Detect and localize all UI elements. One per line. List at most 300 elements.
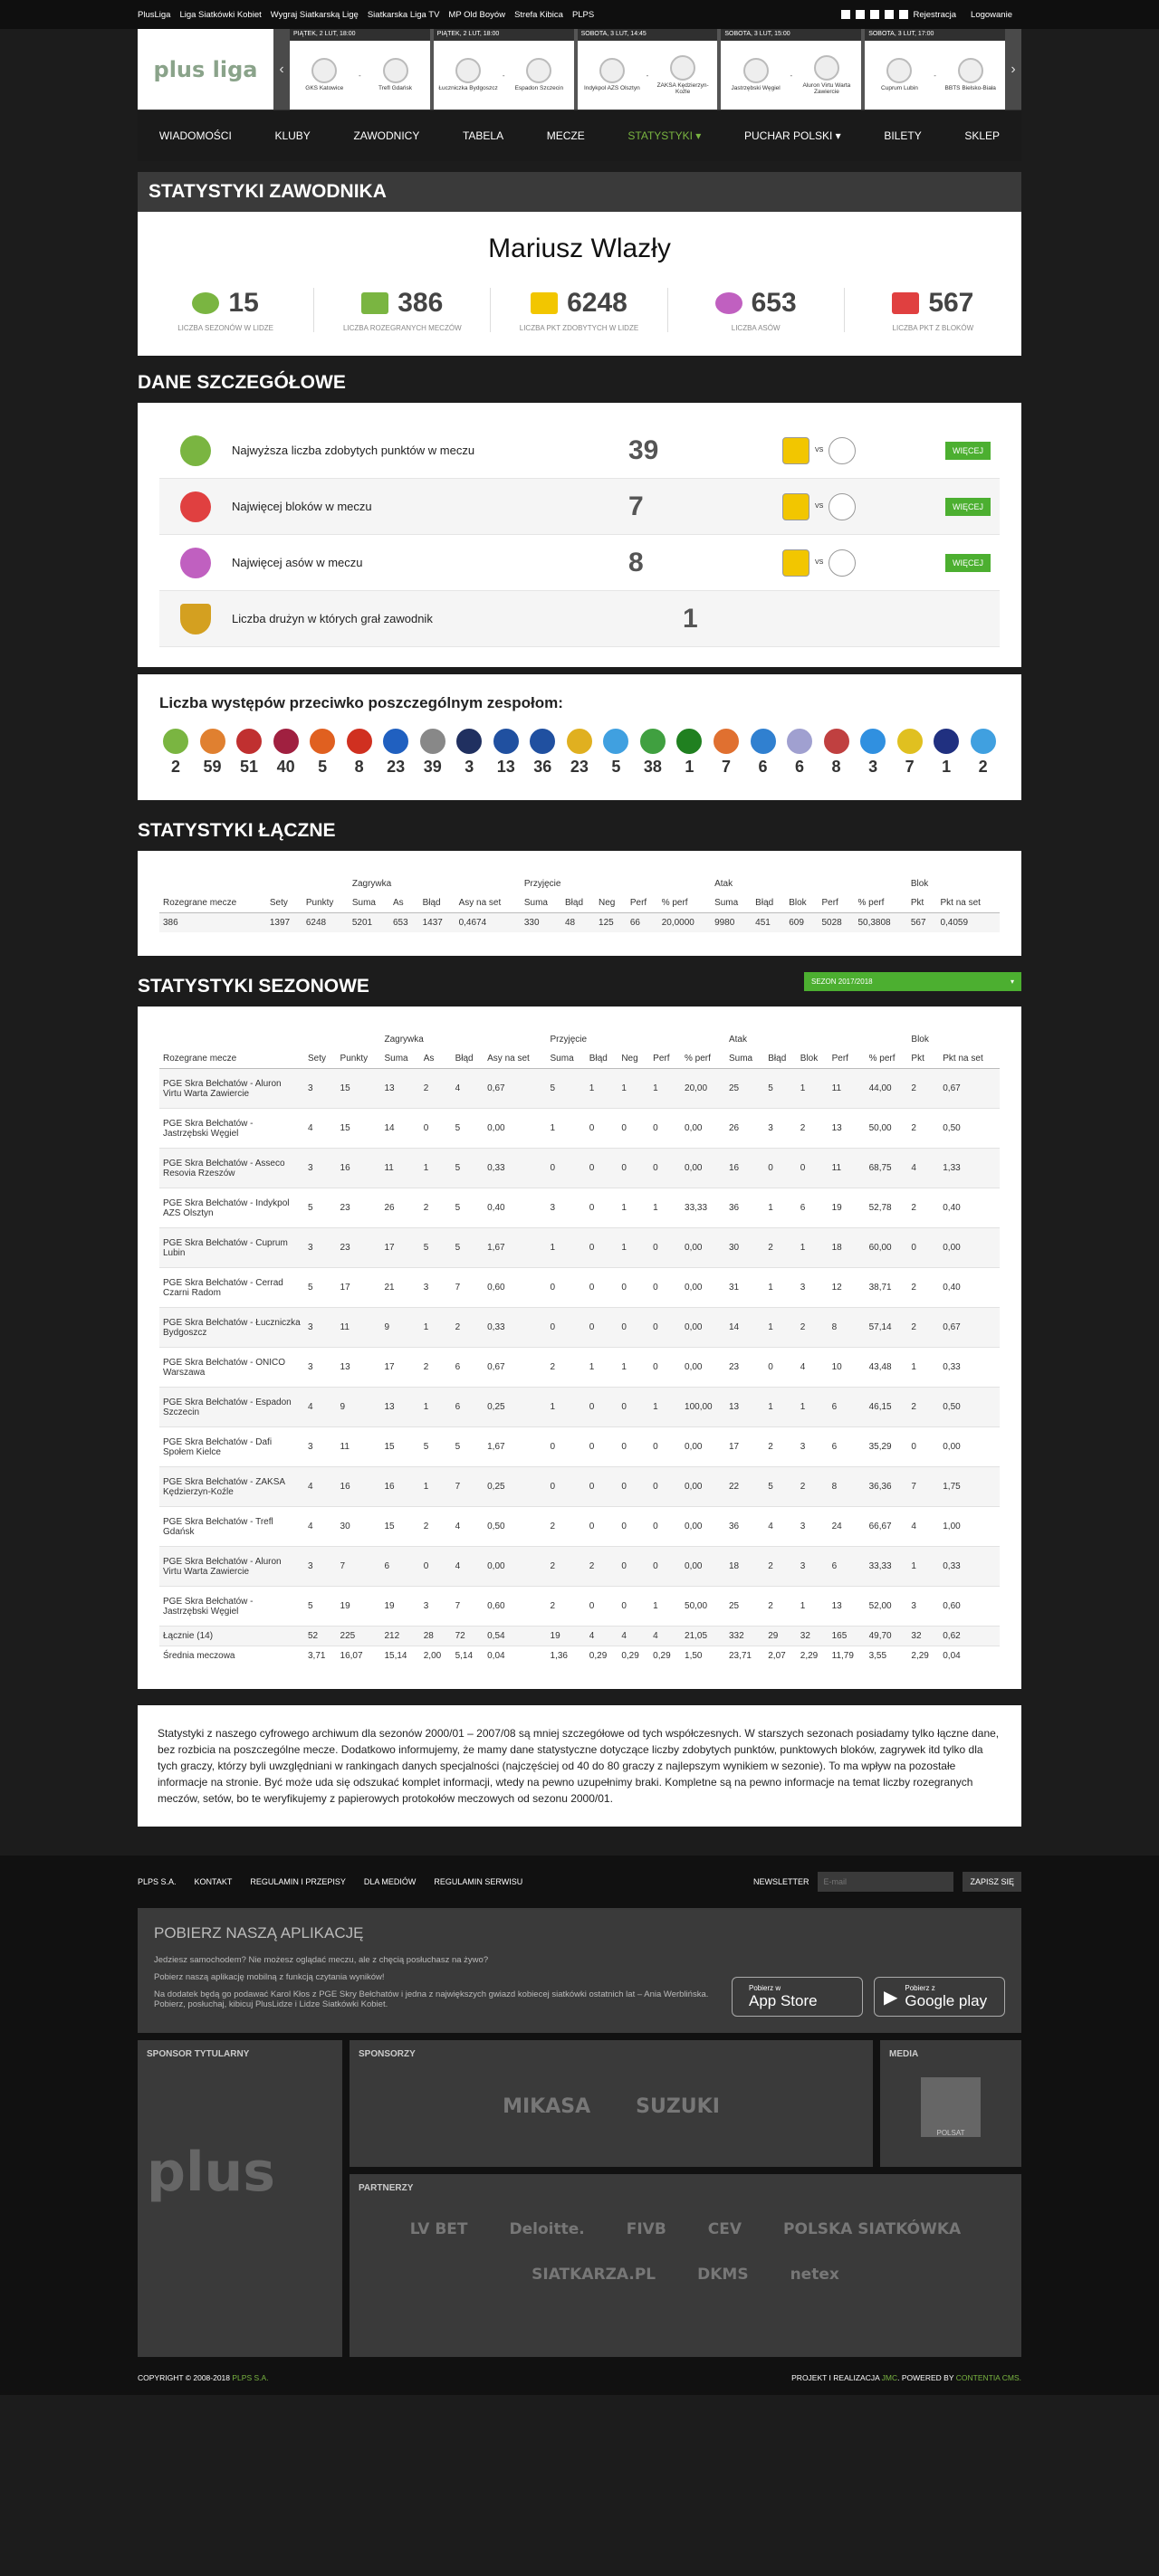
kpi-value xyxy=(314,288,490,319)
detail-label: Najwięcej asów w meczu xyxy=(232,556,363,569)
more-button[interactable]: WIĘCEJ xyxy=(945,554,991,572)
total-stats-table xyxy=(159,874,1000,932)
group-header: Atak xyxy=(714,879,733,889)
table-cell: 5 xyxy=(304,1188,337,1228)
table-cell: 1 xyxy=(547,1228,586,1268)
table-cell: 1 xyxy=(586,1348,618,1388)
opponent-count: 6 xyxy=(758,758,768,776)
table-cell: 1397 xyxy=(266,913,302,933)
table-cell: 1 xyxy=(420,1149,452,1188)
polsat-logo[interactable]: POLSAT xyxy=(921,2077,981,2137)
app-line: Pobierz naszą aplikację mobilną z funkcją czytania wyników! xyxy=(154,1972,385,1982)
top-link[interactable]: Liga Siatkówki Kobiet xyxy=(179,9,262,20)
table-cell: 1 xyxy=(420,1388,452,1427)
table-cell: 0 xyxy=(618,1308,649,1348)
title-sponsor: SPONSOR TYTULARNY plus xyxy=(138,2040,342,2357)
table-cell: 16 xyxy=(725,1149,764,1188)
table-cell: 3 xyxy=(797,1268,829,1308)
table-cell: 1 xyxy=(420,1308,452,1348)
table-cell: 13 xyxy=(380,1069,419,1109)
newsletter-email-input[interactable] xyxy=(818,1872,953,1892)
top-link[interactable]: Siatkarska Liga TV xyxy=(367,9,440,20)
group-header: Blok xyxy=(910,879,929,889)
table-cell: 11 xyxy=(380,1149,419,1188)
table-cell: 2 xyxy=(420,1069,452,1109)
table-cell: 38,71 xyxy=(866,1268,908,1308)
team-name: Trefl Gdańsk xyxy=(378,85,412,92)
youtube-icon[interactable] xyxy=(870,10,879,19)
table-cell: 16 xyxy=(380,1467,419,1507)
footer-link[interactable]: PLPS S.A. xyxy=(138,1877,177,1886)
match-date: PIĄTEK, 2 LUT, 18:00 xyxy=(290,29,430,41)
partner-logo[interactable]: FIVB xyxy=(626,2220,666,2238)
column-header: Sety xyxy=(304,1049,337,1069)
opponent-count: 51 xyxy=(240,758,259,776)
table-cell: 165 xyxy=(829,1627,866,1646)
table-cell: 14 xyxy=(380,1109,419,1149)
partner-logo[interactable]: SIATKARZA.PL xyxy=(532,2266,656,2284)
table-cell: 2 xyxy=(547,1587,586,1627)
column-header: Perf xyxy=(649,1049,681,1069)
table-cell: 26 xyxy=(380,1188,419,1228)
opponent-item[interactable] xyxy=(453,729,485,777)
table-cell: 2 xyxy=(420,1348,452,1388)
table-cell: 4 xyxy=(452,1547,484,1587)
table-cell: PGE Skra Bełchatów - ONICO Warszawa xyxy=(159,1348,304,1388)
register-link[interactable]: Rejestracja xyxy=(913,9,957,20)
table-cell: 1 xyxy=(586,1069,618,1109)
team-crest-icon xyxy=(383,729,408,754)
table-cell: 0 xyxy=(420,1547,452,1587)
total-title: STATYSTYKI ŁĄCZNE xyxy=(138,820,336,841)
nav-item[interactable]: PUCHAR POLSKI ▾ xyxy=(743,129,841,142)
team-logo-icon xyxy=(782,549,809,577)
page-title: STATYSTYKI ZAWODNIKA xyxy=(138,172,1021,212)
opponent-item[interactable] xyxy=(747,729,780,777)
table-cell: 0 xyxy=(586,1268,618,1308)
table-cell: 4 xyxy=(452,1507,484,1547)
table-cell: 1,50 xyxy=(681,1646,725,1666)
table-cell: 31 xyxy=(725,1268,764,1308)
match-card[interactable] xyxy=(434,29,574,110)
table-cell: 15 xyxy=(337,1069,381,1109)
table-cell: 1 xyxy=(907,1348,939,1388)
table-cell: 0,60 xyxy=(484,1587,546,1627)
team xyxy=(436,58,499,91)
team-crest-icon xyxy=(273,729,299,754)
nav-item[interactable]: BILETY xyxy=(884,129,922,142)
table-cell: 0,00 xyxy=(681,1427,725,1467)
vs-label: VS xyxy=(814,559,824,566)
team-logo-icon xyxy=(782,437,809,464)
table-cell: 9 xyxy=(337,1388,381,1427)
column-header: Suma xyxy=(725,1049,764,1069)
opponent-count: 23 xyxy=(387,758,406,776)
table-cell: PGE Skra Bełchatów - Trefl Gdańsk xyxy=(159,1507,304,1547)
opponent-item[interactable] xyxy=(857,729,889,777)
table-cell: 2,07 xyxy=(764,1646,797,1666)
column-header: Asy na set xyxy=(484,1049,546,1069)
table-cell: 0,00 xyxy=(681,1467,725,1507)
table-cell: PGE Skra Bełchatów - Cerrad Czarni Radom xyxy=(159,1268,304,1308)
subscribe-button[interactable]: ZAPISZ SIĘ xyxy=(963,1872,1021,1892)
column-header: Pkt na set xyxy=(939,1049,1000,1069)
table-cell: 2 xyxy=(452,1308,484,1348)
nav-item[interactable]: STATYSTYKI ▾ xyxy=(627,129,702,142)
top-link[interactable]: Strefa Kibica xyxy=(514,9,563,20)
column-header: Błąd xyxy=(764,1049,797,1069)
table-cell: 12 xyxy=(829,1268,866,1308)
match-card[interactable] xyxy=(578,29,718,110)
table-cell: 225 xyxy=(337,1627,381,1646)
nav-item[interactable]: WIADOMOŚCI xyxy=(158,129,232,142)
table-cell: 2 xyxy=(797,1109,829,1149)
opponent-item[interactable] xyxy=(379,729,412,777)
kpi-label: LICZBA SEZONÓW W LIDZE xyxy=(177,324,273,332)
table-cell: 0,50 xyxy=(939,1388,1000,1427)
table-cell: 3 xyxy=(304,1348,337,1388)
table-cell: 2,00 xyxy=(420,1646,452,1666)
footer-link[interactable]: REGULAMIN I PRZEPISY xyxy=(250,1877,346,1886)
table-cell: 6248 xyxy=(302,913,349,933)
plus-logo[interactable]: plus xyxy=(147,2141,275,2204)
group-header: Zagrywka xyxy=(351,879,392,889)
table-cell: 0,50 xyxy=(939,1109,1000,1149)
footer-link[interactable]: DLA MEDIÓW xyxy=(363,1877,417,1886)
partners-box: PARTNERZY LV BET Deloitte. FIVB CEV POLSKA SIATKÓWKA SIATKARZA.PL DKMS netex xyxy=(350,2174,1021,2357)
team-crest-icon xyxy=(567,729,592,754)
table-row xyxy=(159,1149,1000,1188)
table-cell: 13 xyxy=(829,1587,866,1627)
table-cell: 386 xyxy=(159,913,266,933)
opponent-item[interactable] xyxy=(599,729,632,777)
opponent-item[interactable] xyxy=(233,729,265,777)
table-cell: 32 xyxy=(797,1627,829,1646)
footer xyxy=(0,1856,1159,2395)
group-header: Przyjęcie xyxy=(550,1035,588,1045)
table-cell: 5,14 xyxy=(452,1646,484,1666)
kpi-value xyxy=(491,288,666,319)
kpi-item xyxy=(845,288,1021,332)
table-row xyxy=(159,1547,1000,1587)
opponent-item[interactable] xyxy=(417,729,449,777)
table-cell: 3 xyxy=(304,1547,337,1587)
table-cell: 1,67 xyxy=(484,1427,546,1467)
login-link[interactable]: Logowanie xyxy=(971,9,1012,20)
kpi-number: 15 xyxy=(228,288,259,318)
ace-ball-icon xyxy=(180,548,211,578)
table-cell: 3 xyxy=(907,1587,939,1627)
nav-item[interactable]: SKLEP xyxy=(964,129,1001,142)
table-cell: 23 xyxy=(337,1228,381,1268)
table-cell: 0 xyxy=(618,1507,649,1547)
table-cell: Średnia meczowa xyxy=(159,1646,304,1666)
table-cell: PGE Skra Bełchatów - Indykpol AZS Olsztyn xyxy=(159,1188,304,1228)
table-row xyxy=(159,913,1000,933)
opponent-item[interactable] xyxy=(673,729,705,777)
nav-item[interactable]: KLUBY xyxy=(274,129,311,142)
detail-icon-cell xyxy=(159,435,232,466)
table-cell: 16 xyxy=(337,1467,381,1507)
match-card[interactable] xyxy=(290,29,430,110)
detail-value: 8 xyxy=(627,547,644,577)
table-cell: 5 xyxy=(420,1427,452,1467)
opponent-count: 59 xyxy=(203,758,222,776)
table-cell: 3,55 xyxy=(866,1646,908,1666)
table-cell: 1,67 xyxy=(484,1228,546,1268)
opponent-item[interactable] xyxy=(343,729,376,777)
season-stats-box xyxy=(138,1007,1021,1689)
table-row xyxy=(159,1228,1000,1268)
opponent-item[interactable] xyxy=(270,729,302,777)
detail-match xyxy=(782,493,945,520)
column-header: % perf xyxy=(866,1049,908,1069)
column-header: Pkt xyxy=(907,1049,939,1069)
column-header: Blok xyxy=(785,893,818,913)
partner-logo[interactable]: CEV xyxy=(707,2220,742,2238)
table-cell: 6 xyxy=(829,1388,866,1427)
opponent-count: 3 xyxy=(868,758,878,776)
more-button[interactable]: WIĘCEJ xyxy=(945,442,991,460)
table-cell: 2 xyxy=(420,1507,452,1547)
table-cell: 0 xyxy=(618,1427,649,1467)
instagram-icon[interactable] xyxy=(856,10,865,19)
team-name: BBTS Bielsko-Biała xyxy=(944,85,996,92)
play-icon: ▶ xyxy=(884,1987,898,2008)
table-cell: 16 xyxy=(337,1149,381,1188)
column-header: Sety xyxy=(266,893,302,913)
opponent-item[interactable] xyxy=(894,729,926,777)
team-crest-icon xyxy=(311,58,337,83)
column-header: Punkty xyxy=(337,1049,381,1069)
opponent-item[interactable] xyxy=(159,729,192,777)
table-cell: 125 xyxy=(595,913,627,933)
opponent-item[interactable] xyxy=(306,729,339,777)
nav-item[interactable]: MECZE xyxy=(546,129,585,142)
opponents-title: Liczba występów przeciwko poszczególnym zespołom: xyxy=(159,694,563,711)
table-cell: 451 xyxy=(752,913,785,933)
column-header: % perf xyxy=(658,893,711,913)
prev-arrow-icon[interactable]: ‹ xyxy=(273,29,290,110)
footer-link[interactable]: REGULAMIN SERWISU xyxy=(434,1877,523,1886)
mikasa-logo[interactable]: MIKASA xyxy=(503,2095,591,2118)
table-cell: 0 xyxy=(618,1149,649,1188)
partner-logo[interactable]: POLSKA SIATKÓWKA xyxy=(783,2220,962,2238)
credits: PROJEKT I REALIZACJA JMC. POWERED BY CONTENTIA CMS. xyxy=(791,2373,1021,2382)
table-cell: 18 xyxy=(829,1228,866,1268)
detail-value: 39 xyxy=(627,434,659,465)
table-cell: 14 xyxy=(725,1308,764,1348)
dropdown-icon: ▾ xyxy=(1010,977,1014,986)
opponent-item[interactable] xyxy=(967,729,1000,777)
table-cell: 0 xyxy=(649,1467,681,1507)
more-button[interactable]: WIĘCEJ xyxy=(945,498,991,516)
opponent-item[interactable] xyxy=(710,729,742,777)
table-cell: 11 xyxy=(829,1149,866,1188)
opponent-item[interactable] xyxy=(637,729,669,777)
table-cell: 5 xyxy=(764,1467,797,1507)
team-name: ZAKSA Kędzierzyn-Koźle xyxy=(656,81,709,95)
table-cell: 23 xyxy=(337,1188,381,1228)
season-select[interactable]: SEZON 2017/2018 ▾ xyxy=(804,972,1021,991)
partner-logo[interactable]: DKMS xyxy=(697,2266,749,2284)
column-header: Suma xyxy=(711,893,752,913)
table-cell: 2 xyxy=(907,1268,939,1308)
player-card xyxy=(138,212,1021,356)
table-cell: 1 xyxy=(649,1188,681,1228)
match-card[interactable] xyxy=(865,29,1005,110)
partner-logo[interactable]: Deloitte. xyxy=(509,2220,585,2238)
opponent-item[interactable] xyxy=(820,729,853,777)
table-cell: 0,00 xyxy=(681,1228,725,1268)
top-link[interactable]: MP Old Boyów xyxy=(448,9,506,20)
table-cell: 100,00 xyxy=(681,1388,725,1427)
column-header: Błąd xyxy=(452,1049,484,1069)
table-cell: 0 xyxy=(649,1308,681,1348)
kpi-label: LICZBA PKT Z BLOKÓW xyxy=(892,324,974,332)
table-cell: 7 xyxy=(452,1268,484,1308)
partner-logo[interactable]: LV BET xyxy=(409,2220,468,2238)
table-cell: 0 xyxy=(586,1188,618,1228)
opponent-item[interactable] xyxy=(526,729,559,777)
table-cell: 15,14 xyxy=(380,1646,419,1666)
table-cell: 10 xyxy=(829,1348,866,1388)
table-cell: 15 xyxy=(380,1507,419,1547)
shield-icon xyxy=(180,604,211,634)
team xyxy=(508,58,570,91)
table-cell: 2 xyxy=(797,1308,829,1348)
partner-logo[interactable]: netex xyxy=(790,2266,839,2284)
table-row xyxy=(159,1646,1000,1666)
next-arrow-icon[interactable]: › xyxy=(1005,29,1021,110)
table-cell: 0,04 xyxy=(484,1646,546,1666)
table-cell: 1 xyxy=(764,1388,797,1427)
table-cell: 3 xyxy=(797,1427,829,1467)
table-cell: 0 xyxy=(618,1587,649,1627)
table-cell: 0 xyxy=(618,1547,649,1587)
team-crest-icon xyxy=(971,729,996,754)
table-cell: 28 xyxy=(420,1627,452,1646)
plusliga-logo[interactable]: plus liga xyxy=(138,29,273,110)
brick-wall-icon xyxy=(180,491,211,522)
google-play-button[interactable]: ▶ Pobierz z Google play xyxy=(874,1977,1005,2017)
table-cell: 653 xyxy=(389,913,419,933)
table-cell: 0,40 xyxy=(484,1188,546,1228)
column-header: Błąd xyxy=(419,893,455,913)
top-link[interactable]: PlusLiga xyxy=(138,9,171,20)
table-cell: 0,00 xyxy=(681,1348,725,1388)
table-cell: 0 xyxy=(764,1149,797,1188)
table-cell: 212 xyxy=(380,1627,419,1646)
table-cell: 1 xyxy=(618,1228,649,1268)
top-link[interactable]: PLPS xyxy=(571,9,595,20)
team-crest-icon xyxy=(670,55,695,81)
match-card[interactable] xyxy=(721,29,861,110)
detail-value: 7 xyxy=(627,491,644,521)
table-cell: 0 xyxy=(907,1228,939,1268)
detail-label: Liczba drużyn w których grał zawodnik xyxy=(232,612,433,625)
nav-item[interactable]: ZAWODNICY xyxy=(353,129,420,142)
table-cell: 0,04 xyxy=(939,1646,1000,1666)
team-crest-icon xyxy=(714,729,739,754)
table-cell: 1 xyxy=(764,1308,797,1348)
table-cell: 33,33 xyxy=(681,1188,725,1228)
table-cell: 0 xyxy=(618,1467,649,1507)
table-cell: 30 xyxy=(725,1228,764,1268)
table-cell: 29 xyxy=(764,1627,797,1646)
vs-label: VS xyxy=(814,447,824,453)
table-cell: 0 xyxy=(586,1587,618,1627)
opponent-item[interactable] xyxy=(563,729,596,777)
kpi-number: 6248 xyxy=(567,288,627,318)
table-cell: 0 xyxy=(649,1427,681,1467)
table-cell: 0 xyxy=(649,1149,681,1188)
table-cell: 11 xyxy=(337,1308,381,1348)
match-body xyxy=(578,41,718,110)
opponent-item[interactable] xyxy=(930,729,963,777)
table-cell: 3 xyxy=(420,1587,452,1627)
team-crest-icon xyxy=(787,729,812,754)
team-crest-icon xyxy=(814,55,839,81)
table-cell: 0,33 xyxy=(484,1149,546,1188)
team-crest-icon xyxy=(676,729,702,754)
twitter-icon[interactable] xyxy=(885,10,894,19)
team-crest-icon xyxy=(383,58,408,83)
table-cell: 7 xyxy=(452,1467,484,1507)
match-date: SOBOTA, 3 LUT, 15:00 xyxy=(721,29,861,41)
nav-item[interactable]: TABELA xyxy=(462,129,504,142)
opponent-item[interactable] xyxy=(783,729,816,777)
facebook-icon[interactable] xyxy=(841,10,850,19)
table-cell: 4 xyxy=(304,1507,337,1547)
team xyxy=(651,55,714,95)
table-cell: 0,67 xyxy=(484,1348,546,1388)
table-row xyxy=(159,1427,1000,1467)
opponent-count: 39 xyxy=(423,758,442,776)
footer-link[interactable]: KONTAKT xyxy=(194,1877,233,1886)
table-cell: 3 xyxy=(797,1547,829,1587)
table-cell: 0 xyxy=(649,1507,681,1547)
opponent-item[interactable] xyxy=(490,729,522,777)
mail-icon[interactable] xyxy=(899,10,908,19)
team-crest-icon xyxy=(897,729,923,754)
table-cell: 3 xyxy=(304,1228,337,1268)
table-cell: 0,67 xyxy=(939,1308,1000,1348)
table-cell: 52 xyxy=(304,1627,337,1646)
column-header: % perf xyxy=(854,893,906,913)
table-row xyxy=(159,1268,1000,1308)
team-crest-icon xyxy=(163,729,188,754)
opponent-count: 3 xyxy=(465,758,474,776)
player-icon xyxy=(531,292,558,314)
opponent-item[interactable] xyxy=(196,729,229,777)
team-name: Łuczniczka Bydgoszcz xyxy=(438,85,498,92)
opponent-count: 6 xyxy=(795,758,805,776)
table-cell: 4 xyxy=(586,1627,618,1646)
app-title: POBIERZ NASZĄ APLIKACJĘ xyxy=(154,1924,364,1942)
match-date: PIĄTEK, 2 LUT, 18:00 xyxy=(434,29,574,41)
team-crest-icon xyxy=(958,58,983,83)
table-cell: 36 xyxy=(725,1507,764,1547)
top-link[interactable]: Wygraj Siatkarską Ligę xyxy=(270,9,359,20)
table-cell: 13 xyxy=(337,1348,381,1388)
matches-strip xyxy=(138,29,1021,110)
table-cell: 0,33 xyxy=(484,1308,546,1348)
table-cell: 5 xyxy=(452,1188,484,1228)
table-cell: 4 xyxy=(304,1388,337,1427)
app-store-button[interactable]: Pobierz w App Store xyxy=(732,1977,863,2017)
suzuki-logo[interactable]: SUZUKI xyxy=(636,2095,720,2118)
